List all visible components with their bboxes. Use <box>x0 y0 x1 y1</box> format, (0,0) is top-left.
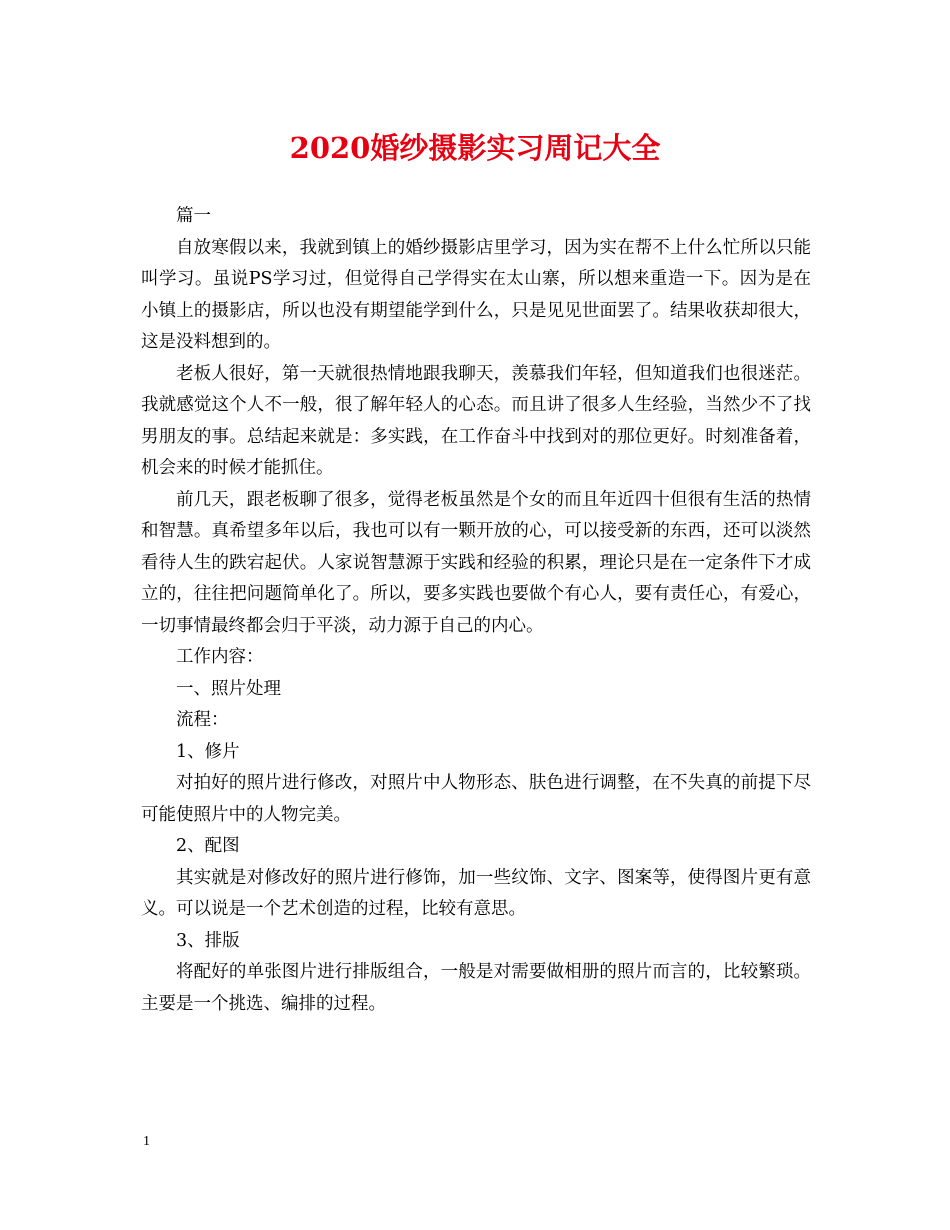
paragraph: 其实就是对修改好的照片进行修饰，加一些纹饰、文字、图案等，使得图片更有意义。可以说是一个艺术创造的过程，比较有意思。 <box>141 867 811 919</box>
section-label-work-content: 工作内容： <box>176 647 264 667</box>
paragraph: 老板人很好，第一天就很热情地跟我聊天，羡慕我们年轻，但知道我们也很迷茫。我就感觉这个人不一般，很了解年轻人的心态。而且讲了很多人生经验，当然少不了找男朋友的事。总结起来就是：多实践，在工作奋斗中找到对的那位更好。时刻准备着，机会来的时候才能抓住。 <box>141 363 811 478</box>
document-body <box>141 201 811 1020</box>
step-heading-decoration: 2、配图 <box>176 836 240 856</box>
section-heading-photo-processing: 一、照片处理 <box>176 678 281 699</box>
step-heading-retouch: 1、修片 <box>176 741 240 762</box>
paragraph: 自放寒假以来，我就到镇上的婚纱摄影店里学习，因为实在帮不上什么忙所以只能叫学习。虽说PS学习过，但觉得自己学得实在太山寨，所以想来重造一下。因为是在小镇上的摄影店，所以也没有期望能学到什么，只是见见世面罢了。结果收获却很大，这是没料想到的。 <box>141 237 811 352</box>
page-number: 1 <box>143 1134 150 1149</box>
paragraph: 将配好的单张图片进行排版组合，一般是对需要做相册的照片而言的，比较繁琐。主要是一个挑选、编排的过程。 <box>141 962 811 1014</box>
section-label-process: 流程： <box>176 710 229 730</box>
paragraph-heading-pian-yi: 篇一 <box>176 206 211 226</box>
document-title: 2020婚纱摄影实习周记大全 <box>289 131 661 165</box>
paragraph: 对拍好的照片进行修改，对照片中人物形态、肤色进行调整，在不失真的前提下尽可能使照片中的人物完美。 <box>141 773 811 825</box>
paragraph: 前几天，跟老板聊了很多，觉得老板虽然是个女的而且年近四十但很有生活的热情和智慧。真希望多年以后，我也可以有一颗开放的心，可以接受新的东西，还可以淡然看待人生的跌宕起伏。人家说智慧源于实践和经验的积累，理论只是在一定条件下才成立的，往往把问题简单化了。所以，要多实践也要做个有心人，要有责任心，有爱心，一切事情最终都会归于平淡，动力源于自己的内心。 <box>141 489 811 636</box>
step-heading-layout: 3、排版 <box>176 930 240 951</box>
